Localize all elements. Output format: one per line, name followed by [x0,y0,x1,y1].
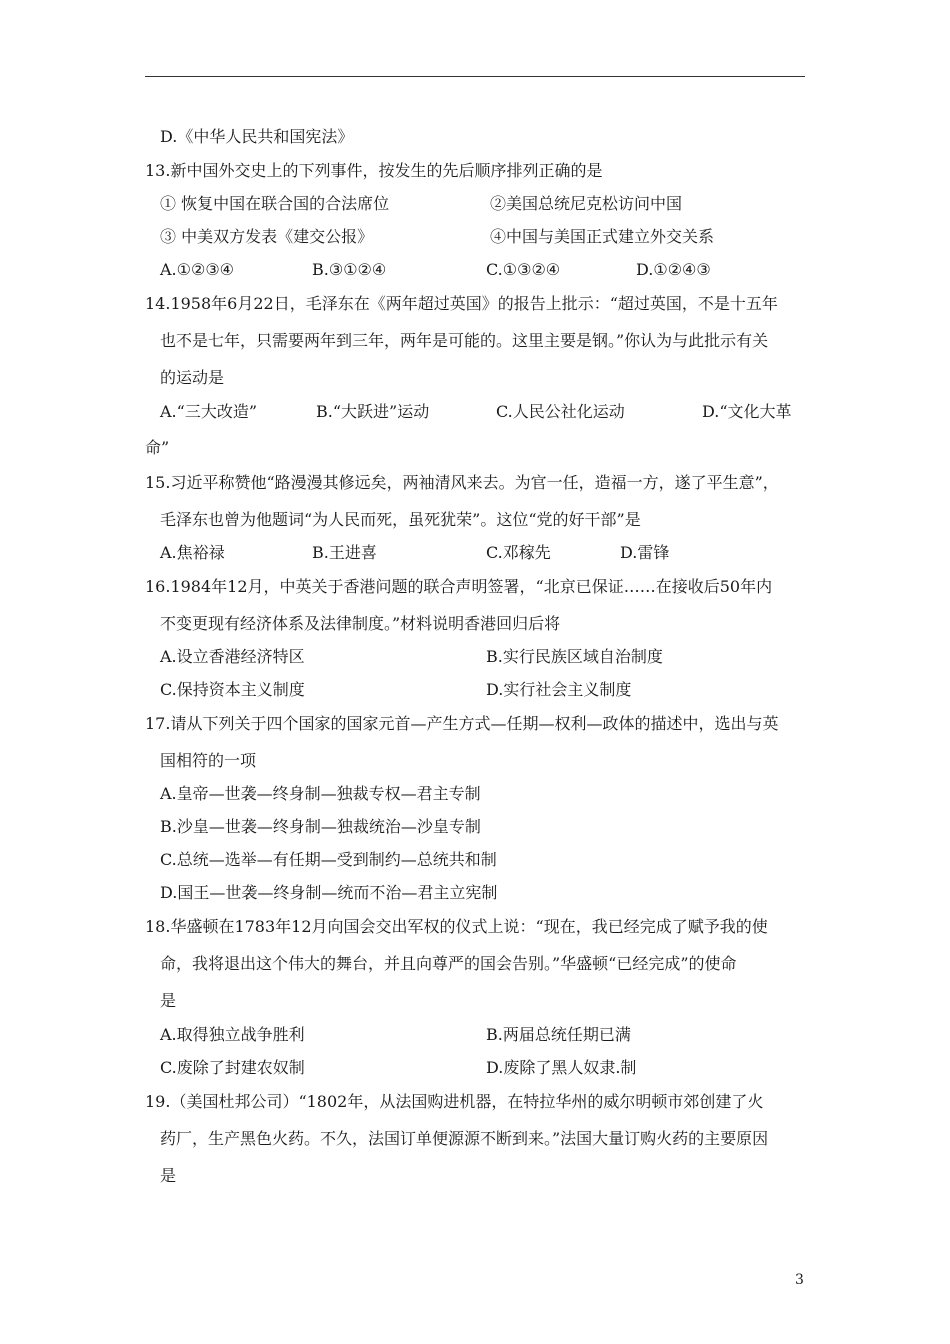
q19-stem-line-1: 19.（美国杜邦公司）“1802年，从法国购进机器，在特拉华州的威尔明顿市郊创建了火 [145,1092,764,1111]
q19-stem-line-2: 药厂，生产黑色火药。不久，法国订单便源源不断到来。”法国大量订购火药的主要原因 [160,1129,769,1148]
q16-option-a: A.设立香港经济特区 [160,647,305,666]
page-number: 3 [795,1272,804,1288]
q13-item-2: ②美国总统尼克松访问中国 [490,194,683,213]
q14-stem-line-2: 也不是七年，只需要两年到三年，两年是可能的。这里主要是钢。”你认为与此批示有关 [160,331,769,350]
q17-option-c: C.总统—选举—有任期—受到制约—总统共和制 [160,850,497,869]
q15-option-d: D.雷锋 [620,543,670,562]
q13-item-1: ① 恢复中国在联合国的合法席位 [160,194,390,213]
q14-stem-line-1: 14.1958年6月22日，毛泽东在《两年超过英国》的报告上批示：“超过英国，不是十五年 [145,294,778,313]
q13-option-d: D.①②④③ [636,260,711,279]
q17-option-a: A.皇帝—世袭—终身制—独裁专权—君主专制 [160,784,481,803]
q17-stem-line-2: 国相符的一项 [160,751,257,770]
q14-option-d: D.“文化大革 [702,402,792,421]
q14-stem-line-3: 的运动是 [160,368,225,387]
q15-stem-line-1: 15.习近平称赞他“路漫漫其修远矣，两袖清风来去。为官一任，造福一方，遂了平生意”， [145,473,779,492]
q15-stem-line-2: 毛泽东也曾为他题词“为人民而死，虽死犹荣”。这位“党的好干部”是 [160,510,641,529]
q19-stem-line-3: 是 [160,1166,177,1185]
q14-option-d-cont: 命” [145,438,170,457]
q15-option-a: A.焦裕禄 [160,543,225,562]
header-rule [145,76,805,77]
q18-stem-line-3: 是 [160,991,177,1010]
q13-option-a: A.①②③④ [160,260,235,279]
q17-option-d: D.国王—世袭—终身制—统而不治—君主立宪制 [160,883,498,902]
q17-stem-line-1: 17.请从下列关于四个国家的国家元首—产生方式—任期—权利—政体的描述中，选出与英 [145,714,779,733]
q13-option-c: C.①③②④ [486,260,561,279]
q18-option-a: A.取得独立战争胜利 [160,1025,305,1044]
q16-stem-line-1: 16.1984年12月，中英关于香港问题的联合声明签署，“北京已保证……在接收后50年内 [145,577,773,596]
q16-option-b: B.实行民族区域自治制度 [486,647,663,666]
q13-option-b: B.③①②④ [312,260,387,279]
q14-option-a: A.“三大改造” [160,402,258,421]
q15-option-c: C.邓稼先 [486,543,551,562]
q14-option-c: C.人民公社化运动 [496,402,625,421]
q18-stem-line-2: 命，我将退出这个伟大的舞台，并且向尊严的国会告别。”华盛顿“已经完成”的使命 [160,954,737,973]
q16-option-d: D.实行社会主义制度 [486,680,632,699]
q15-option-b: B.王进喜 [312,543,377,562]
q13-item-3: ③ 中美双方发表《建交公报》 [160,227,374,246]
q12-option-d: D.《中华人民共和国宪法》 [160,127,354,146]
q13-stem: 13.新中国外交史上的下列事件，按发生的先后顺序排列正确的是 [145,161,603,180]
q16-option-c: C.保持资本主义制度 [160,680,305,699]
q18-option-c: C.废除了封建农奴制 [160,1058,305,1077]
q16-stem-line-2: 不变更现有经济体系及法律制度。”材料说明香港回归后将 [160,614,561,633]
q14-option-b: B.“大跃进”运动 [316,402,430,421]
q17-option-b: B.沙皇—世袭—终身制—独裁统治—沙皇专制 [160,817,481,836]
q18-option-d: D.废除了黑人奴隶.制 [486,1058,637,1077]
q18-option-b: B.两届总统任期已满 [486,1025,631,1044]
q13-item-4: ④中国与美国正式建立外交关系 [490,227,715,246]
q18-stem-line-1: 18.华盛顿在1783年12月向国会交出军权的仪式上说：“现在，我已经完成了赋予我的使 [145,917,768,936]
